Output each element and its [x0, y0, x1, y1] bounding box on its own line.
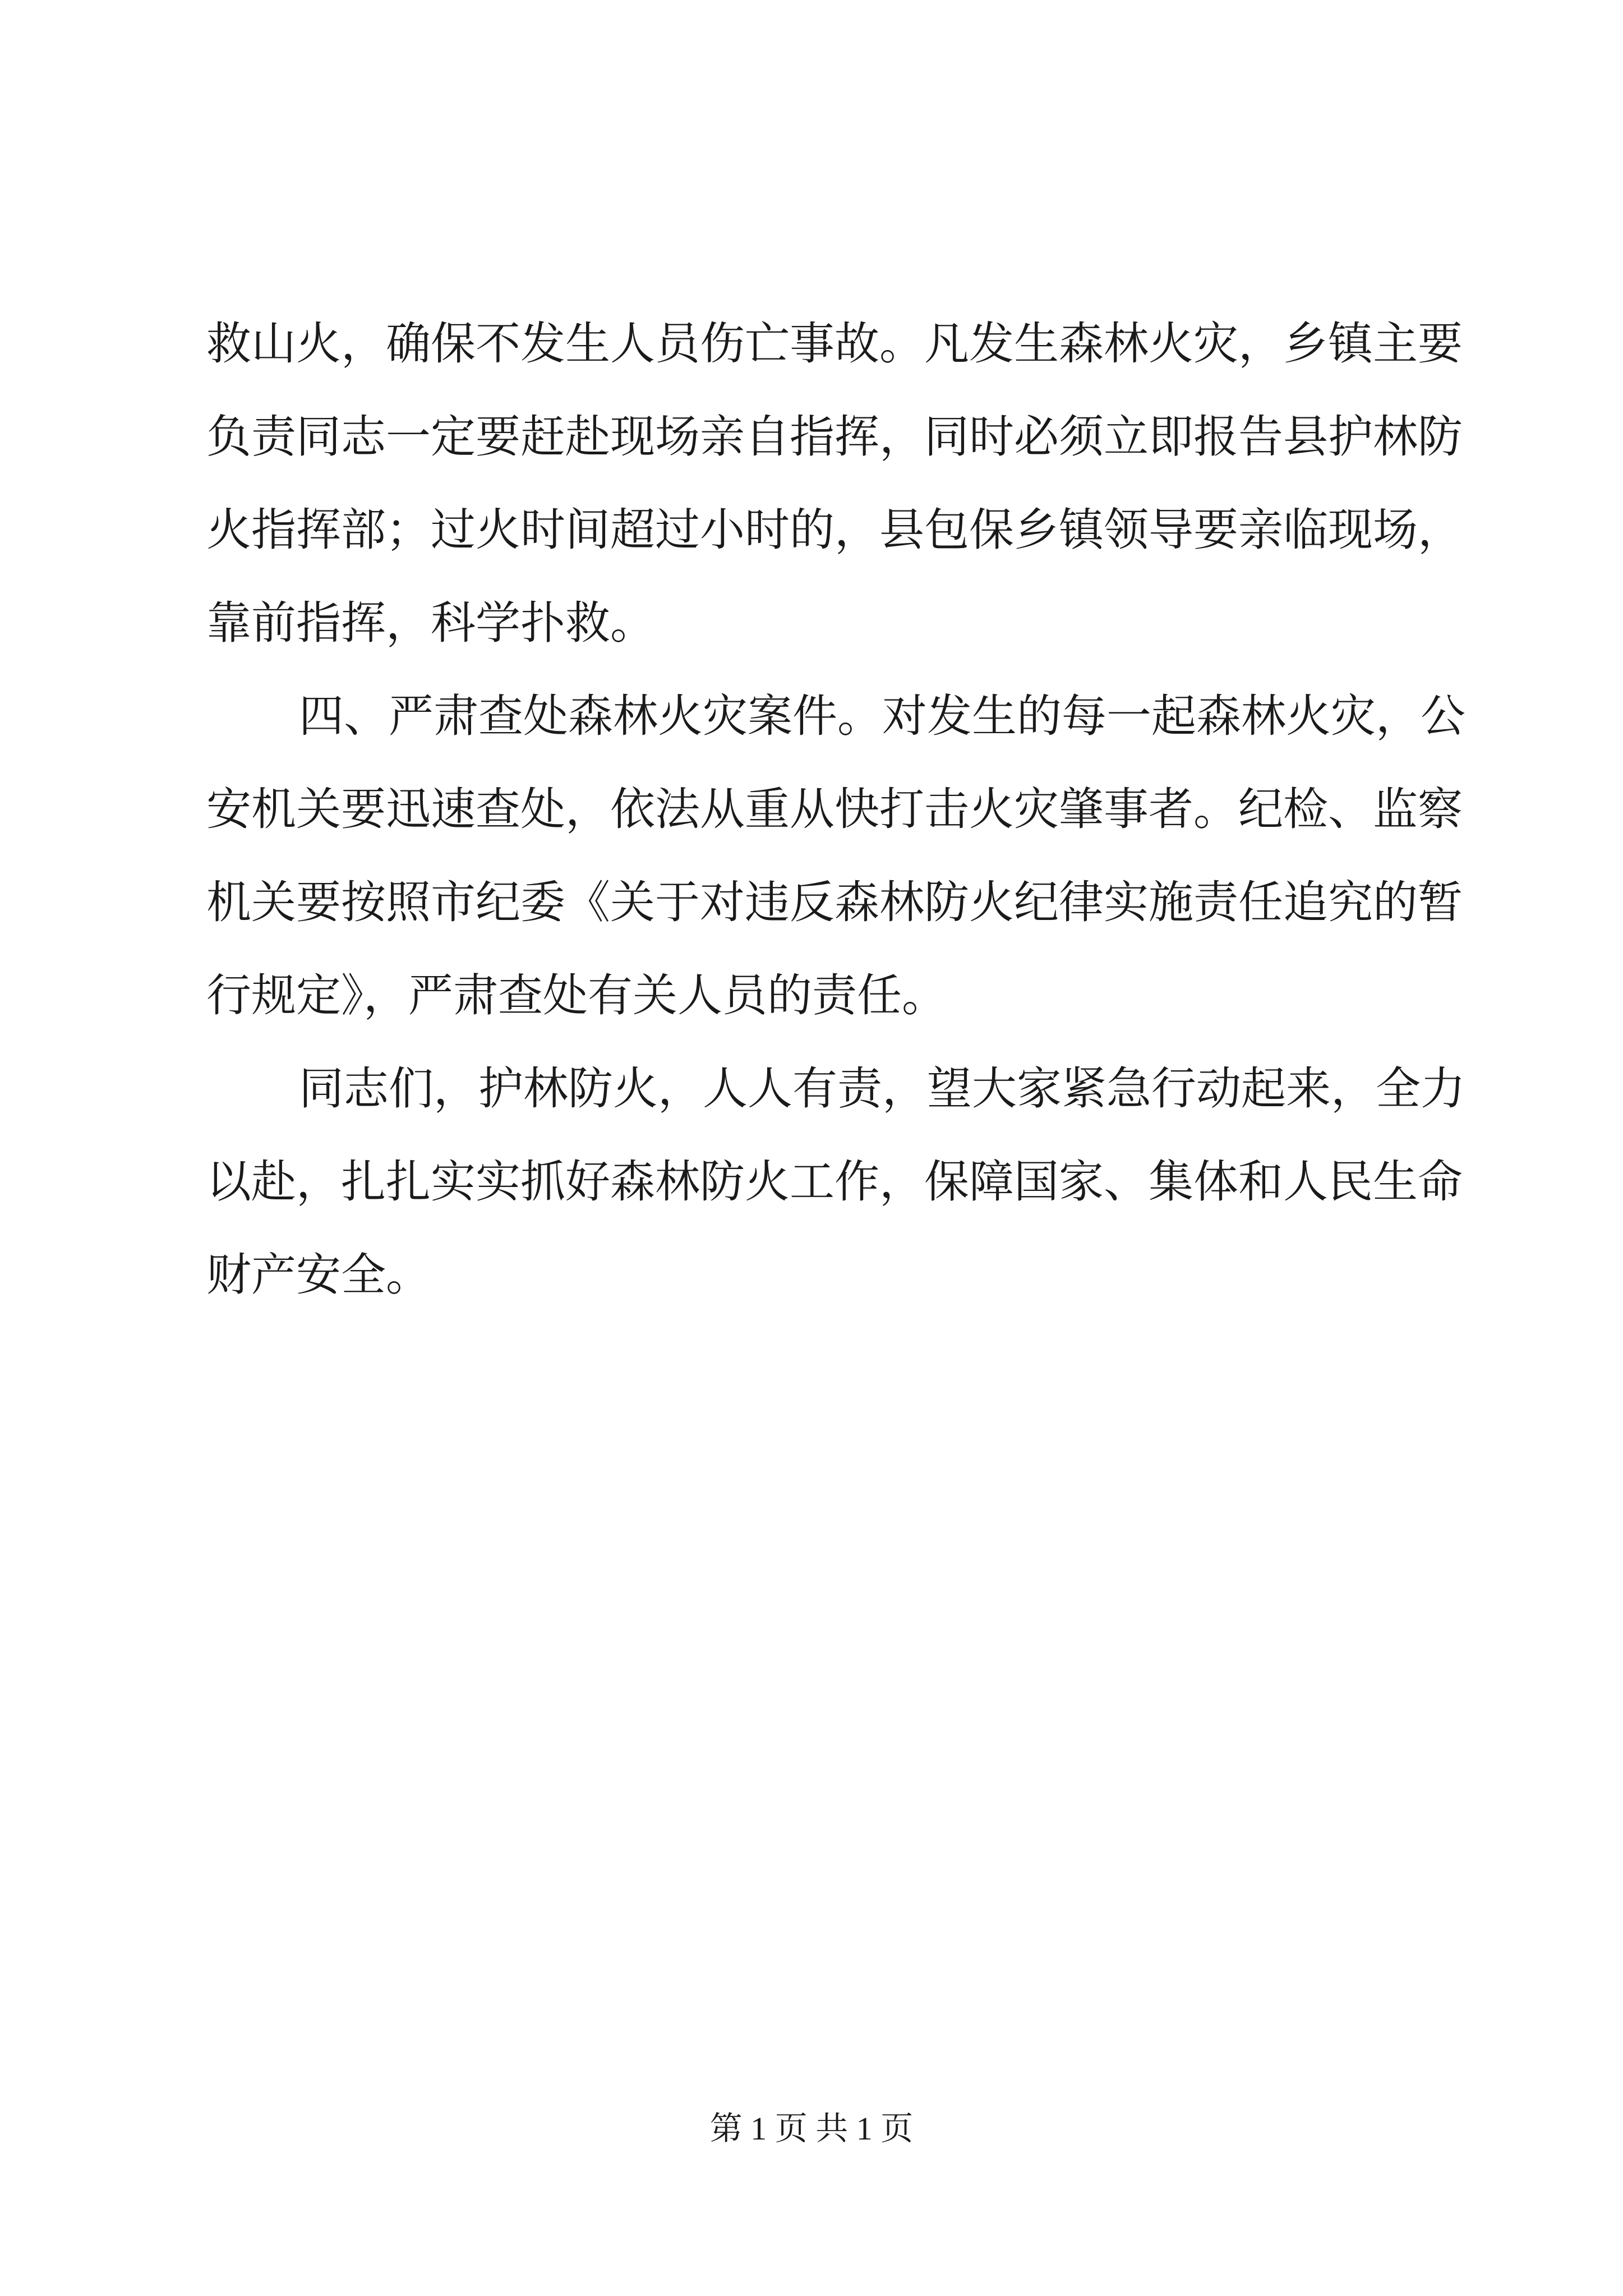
- body-text: [206, 297, 1465, 1322]
- paragraph-line: 财产安全。: [206, 1249, 431, 1301]
- paragraph-line: 行规定》，严肃查处有关人员的责任。: [206, 969, 947, 1022]
- paragraph-line: 负责同志一定要赶赴现场亲自指挥，同时必须立即报告县护林防: [206, 411, 1463, 463]
- page-number-footer: 第 1 页 共 1 页: [709, 2110, 914, 2147]
- paragraph-line: 机关要按照市纪委《关于对违反森林防火纪律实施责任追究的暂: [206, 876, 1463, 928]
- paragraph-line: 救山火，确保不发生人员伤亡事故。凡发生森林火灾，乡镇主要: [206, 318, 1463, 370]
- paragraph-line: 安机关要迅速查处，依法从重从快打击火灾肇事者。纪检、监察: [206, 783, 1463, 835]
- paragraph-line: 同志们，护林防火，人人有责，望大家紧急行动起来，全力: [299, 1062, 1465, 1115]
- paragraph-line: 以赴，扎扎实实抓好森林防火工作，保障国家、集体和人民生命: [206, 1156, 1463, 1208]
- paragraph-line: 火指挥部；过火时间超过小时的，县包保乡镇领导要亲临现场，: [206, 504, 1463, 556]
- paragraph-line: 四、严肃查处森林火灾案件。对发生的每一起森林火灾，公: [299, 690, 1465, 742]
- paragraph-line: 靠前指挥，科学扑救。: [206, 597, 655, 649]
